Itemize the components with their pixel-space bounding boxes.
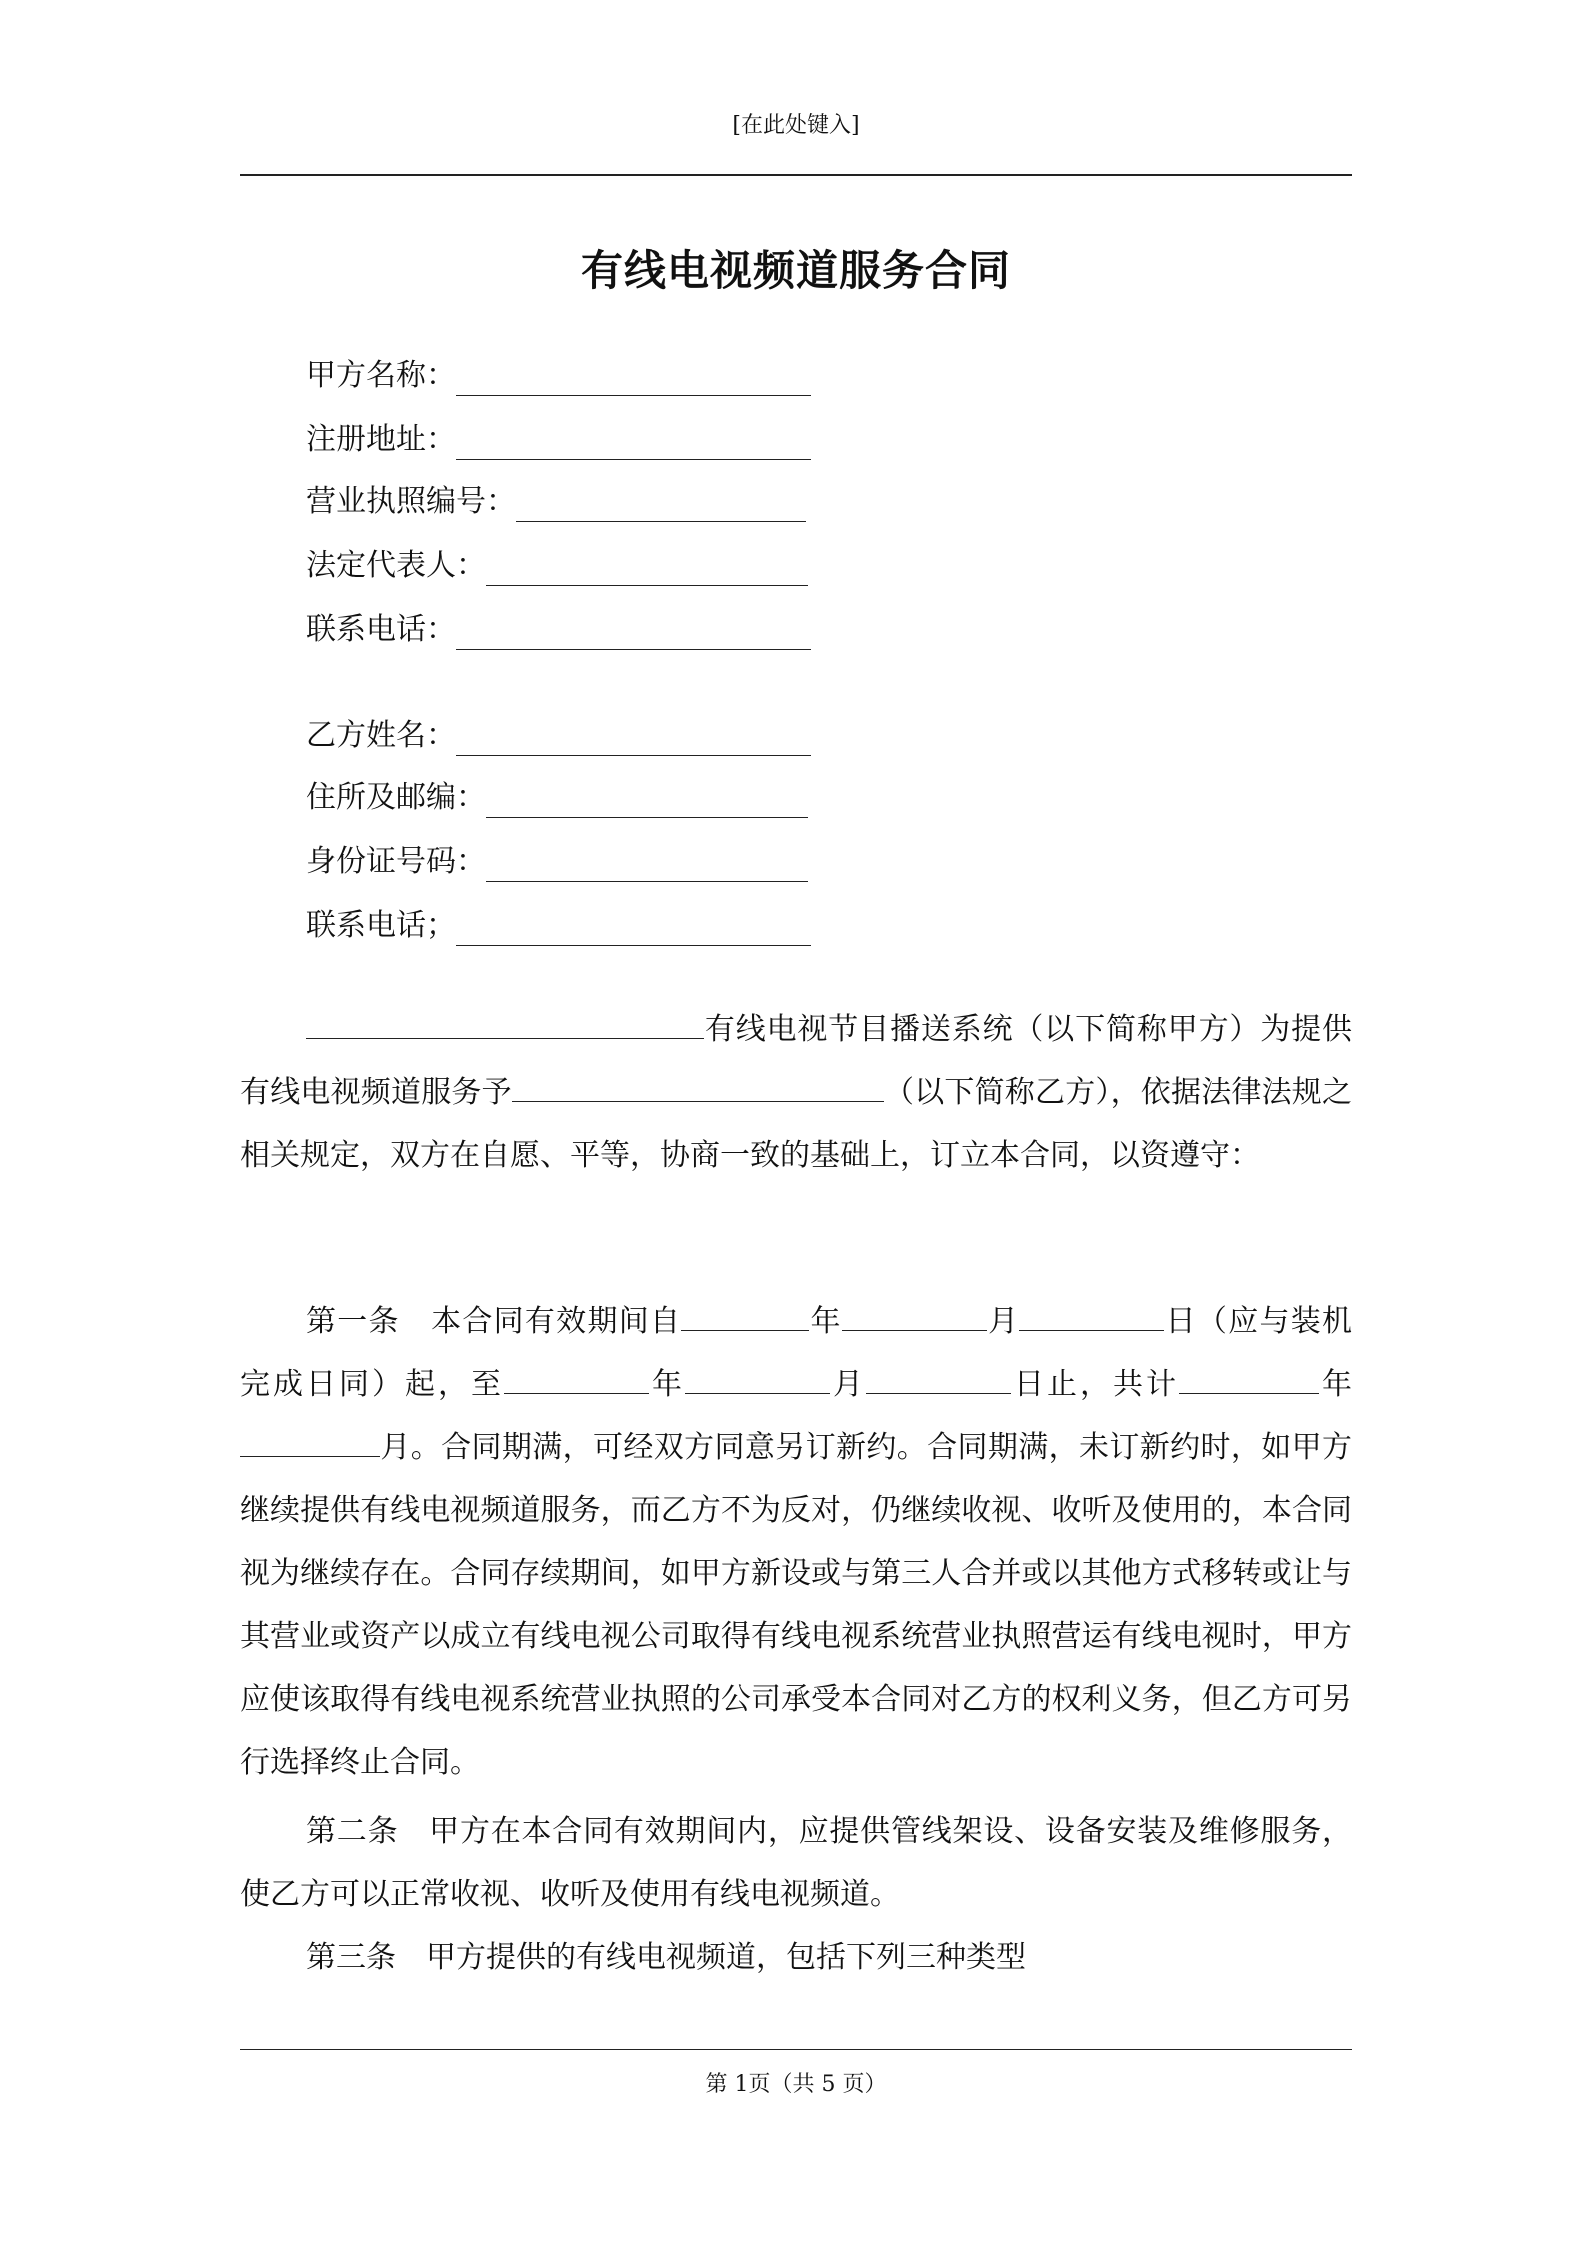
start-month-unit: 月	[986, 1304, 1020, 1339]
article-2: 第二条 甲方在本合同有效期间内，应提供管线架设、设备安装及维修服务，使乙方可以正常收视、收听及使用有线电视频道。	[240, 1814, 1352, 1912]
party-a-name-label: 甲方名称：	[306, 358, 456, 393]
intro-text-1: 有线电视节目播送系统（以下简称甲方）为提供有线电视频道服务予	[240, 1012, 1352, 1110]
start-year-blank[interactable]	[681, 1302, 809, 1331]
party-a-license-blank[interactable]	[516, 489, 806, 522]
party-a-license-label: 营业执照编号：	[306, 484, 516, 519]
intro-paragraph	[240, 998, 1352, 1187]
article-3: 第三条 甲方提供的有线电视频道，包括下列三种类型	[306, 1940, 1026, 1975]
party-a-address-blank[interactable]	[456, 427, 811, 460]
article-1-text-3: 日止，共计	[1011, 1367, 1179, 1402]
article-1	[240, 1290, 1352, 1794]
end-year-blank[interactable]	[504, 1365, 649, 1394]
party-a-phone-field	[306, 610, 811, 650]
end-day-blank[interactable]	[866, 1365, 1011, 1394]
total-years-blank[interactable]	[1179, 1365, 1319, 1394]
start-month-blank[interactable]	[842, 1302, 987, 1331]
party-b-name-field	[306, 716, 811, 756]
party-b-name-blank[interactable]	[456, 723, 811, 756]
party-b-id-blank[interactable]	[486, 849, 808, 882]
page-header: [在此处键入]	[732, 113, 860, 138]
party-a-address-label: 注册地址：	[306, 422, 456, 457]
party-b-residence-label: 住所及邮编：	[306, 780, 486, 815]
end-month-unit: 月	[830, 1367, 866, 1402]
party-b-recipient-blank[interactable]	[512, 1073, 884, 1102]
party-b-phone-field	[306, 906, 811, 946]
total-years-unit: 年	[1319, 1367, 1352, 1402]
party-a-system-blank[interactable]	[306, 1010, 704, 1039]
party-b-phone-blank[interactable]	[456, 913, 811, 946]
header-divider	[240, 174, 1352, 176]
article-1-text-1: 第一条 本合同有效期间自	[306, 1304, 682, 1339]
party-b-id-field	[306, 842, 808, 882]
article-1-text-4: 月。合同期满，可经双方同意另订新约。合同期满，未订新约时，如甲方继续提供有线电视频道服务，而乙方不为反对，仍继续收视、收听及使用的，本合同视为继续存在。合同存续期间，如甲方新设或与第三人合并或以其他方式移转或让与其营业或资产以成立有线电视公司取得有线电视系统营业执照营运有线电视时，甲方应使该取得有线电视系统营业执照的公司承受本合同对乙方的权利义务，但乙方可另行选择终止合同。	[240, 1430, 1352, 1780]
start-day-blank[interactable]	[1019, 1302, 1164, 1331]
end-year-unit: 年	[649, 1367, 685, 1402]
party-b-phone-label: 联系电话；	[306, 908, 456, 943]
party-a-rep-blank[interactable]	[486, 553, 808, 586]
footer-divider	[240, 2049, 1352, 2050]
total-months-blank[interactable]	[240, 1428, 380, 1457]
article-1-text-2: 日（应与装机完成日同）起，至	[240, 1304, 1353, 1402]
party-a-name-blank[interactable]	[456, 363, 811, 396]
page-footer: 第 1页（共 5 页）	[705, 2072, 887, 2097]
party-b-residence-blank[interactable]	[486, 785, 808, 818]
party-a-phone-label: 联系电话：	[306, 612, 456, 647]
party-b-id-label: 身份证号码：	[306, 844, 486, 879]
intro-text-2: （以下简称乙方），依据法律法规之相关规定，双方在自愿、平等，协商一致的基础上，订立本合同，以资遵守：	[240, 1075, 1353, 1173]
party-b-residence-field	[306, 778, 808, 818]
party-a-address-field	[306, 420, 811, 460]
party-a-license-field	[306, 482, 806, 522]
party-a-rep-label: 法定代表人：	[306, 548, 486, 583]
document-title: 有线电视频道服务合同	[580, 246, 1011, 295]
party-a-phone-blank[interactable]	[456, 617, 811, 650]
party-a-rep-field	[306, 546, 808, 586]
start-year-unit: 年	[809, 1304, 842, 1339]
party-a-name-field	[306, 356, 811, 396]
end-month-blank[interactable]	[685, 1365, 830, 1394]
party-b-name-label: 乙方姓名：	[306, 718, 456, 753]
